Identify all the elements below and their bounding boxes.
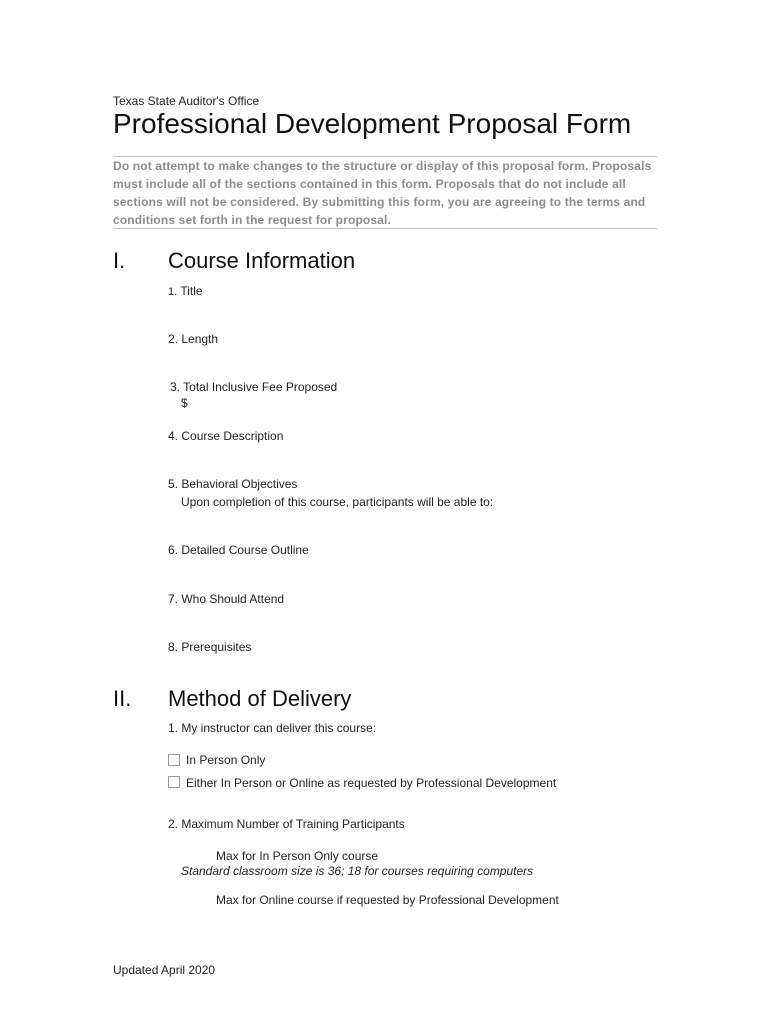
- item-number: 4.: [168, 429, 179, 443]
- delivery-question: 1. My instructor can deliver this course:: [168, 721, 377, 735]
- item-number: 1.: [168, 286, 178, 298]
- field-course-description[interactable]: [168, 429, 283, 443]
- max-in-person-field[interactable]: Max for In Person Only course: [216, 849, 379, 863]
- field-fee[interactable]: [170, 380, 337, 394]
- item-label: Prerequisites: [181, 640, 252, 654]
- in-person-or-online-label: Either In Person or Online as requested by Professional Development: [186, 776, 557, 790]
- in-person-only-label: In Person Only: [186, 753, 266, 767]
- item-label: Total Inclusive Fee Proposed: [183, 380, 338, 394]
- item-label: Course Description: [181, 429, 284, 443]
- field-course-outline[interactable]: [168, 543, 309, 557]
- section-1-number: I.: [113, 248, 126, 273]
- item-label: Detailed Course Outline: [181, 543, 309, 557]
- item-label: Behavioral Objectives: [181, 477, 298, 491]
- field-behavioral-objectives[interactable]: [168, 477, 297, 491]
- item-label: Title: [180, 284, 203, 298]
- in-person-or-online-checkbox[interactable]: [168, 776, 180, 788]
- item-label: Length: [181, 332, 219, 346]
- item-number: 8.: [168, 640, 179, 654]
- updated-date: Updated April 2020: [113, 963, 216, 977]
- item-label: Who Should Attend: [181, 592, 285, 606]
- item-number: 5.: [168, 477, 179, 491]
- max-online-field[interactable]: Max for Online course if requested by Professional Development: [216, 893, 559, 907]
- field-prerequisites[interactable]: [168, 640, 251, 654]
- item-number: 7.: [168, 592, 179, 606]
- bottom-divider: [113, 228, 657, 229]
- section-2-title: Method of Delivery: [168, 686, 352, 711]
- field-who-should-attend[interactable]: [168, 592, 284, 606]
- field-length[interactable]: [168, 332, 218, 346]
- agency-name: Texas State Auditor's Office: [113, 94, 260, 108]
- form-notice: Do not attempt to make changes to the structure or display of this proposal form. Proposals must include all of the sections contained in this form. Proposals that do not include all sections will not be considered. By submitting this form, you are agreeing to the terms and conditions set forth in the request for proposal.: [113, 159, 652, 227]
- classroom-size-note: Standard classroom size is 36; 18 for courses requiring computers: [181, 864, 534, 878]
- objectives-prompt: Upon completion of this course, participants will be able to:: [181, 495, 494, 509]
- section-1-title: Course Information: [168, 248, 356, 273]
- section-2-number: II.: [113, 686, 132, 711]
- item-number: 2.: [168, 332, 179, 346]
- item-number: 6.: [168, 543, 179, 557]
- max-participants-question: 2. Maximum Number of Training Participants: [168, 817, 405, 831]
- form-title: Professional Development Proposal Form: [113, 108, 632, 139]
- field-title[interactable]: [168, 284, 203, 298]
- fee-currency: $: [181, 396, 188, 410]
- item-number: 3.: [170, 380, 181, 394]
- in-person-only-checkbox[interactable]: [168, 754, 180, 766]
